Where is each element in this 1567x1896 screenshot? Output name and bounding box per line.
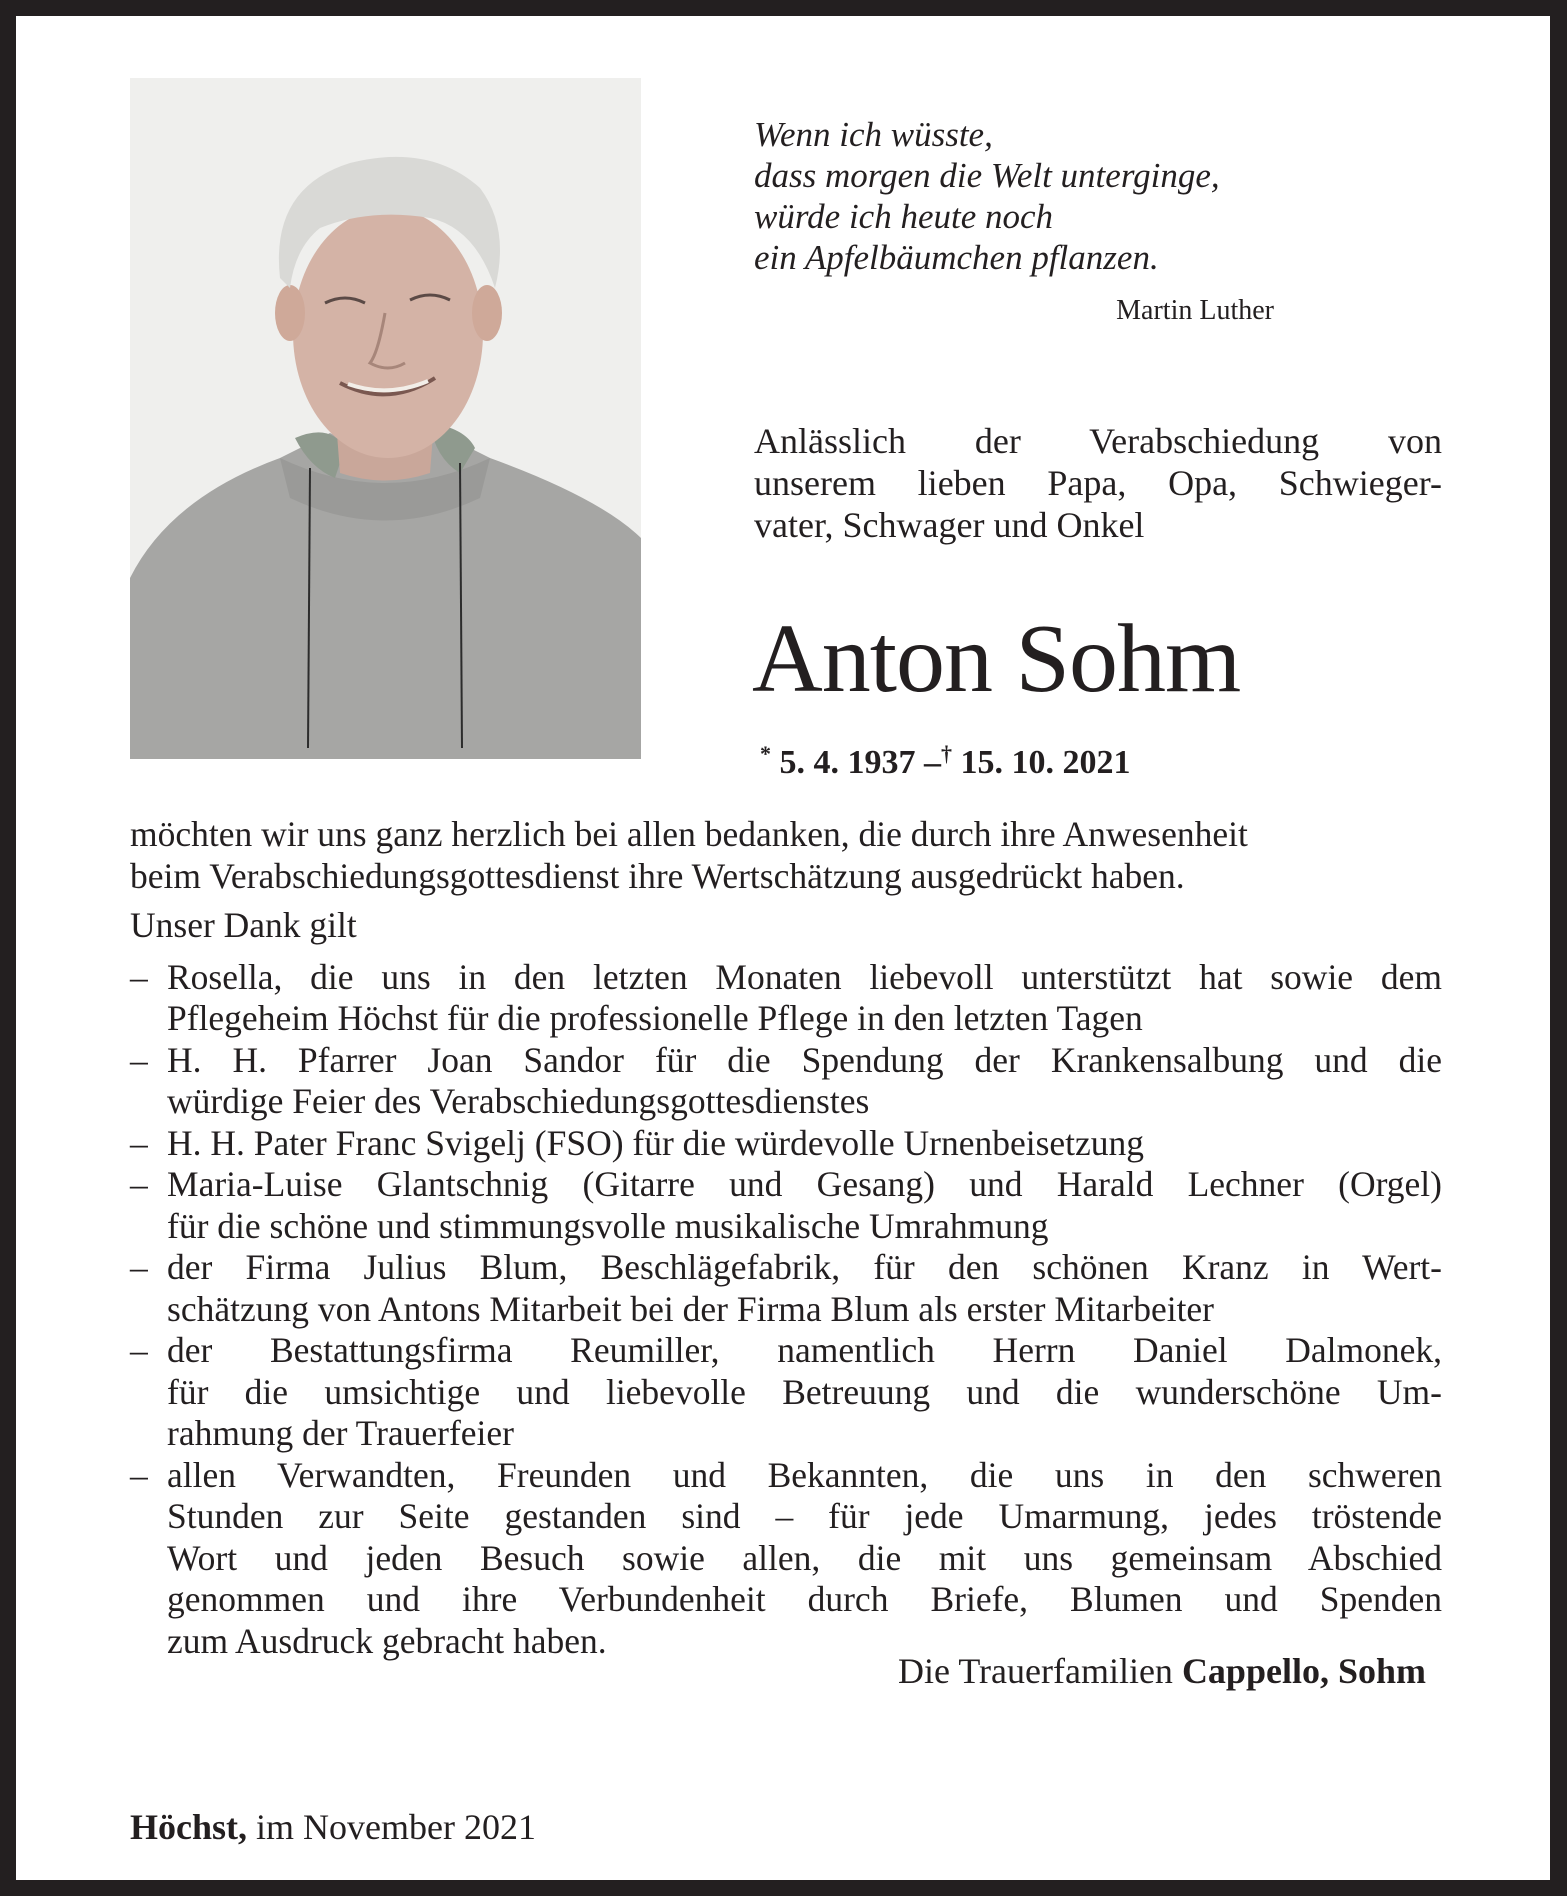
- item-line: allen Verwandten, Freunden und Bekannten, die uns in den schweren: [167, 1454, 1442, 1495]
- quote: [754, 114, 1314, 278]
- bullet-dash: –: [130, 1164, 148, 1204]
- birth-symbol: *: [760, 741, 771, 766]
- place-and-date: [130, 1806, 536, 1848]
- quote-line: dass morgen die Welt unterginge,: [754, 156, 1220, 195]
- obituary-page: [16, 16, 1550, 1880]
- thanks-item: [130, 1455, 1442, 1663]
- thanks-heading: Unser Dank gilt: [130, 905, 357, 945]
- thanks-item: [130, 957, 1442, 1040]
- intro-line: unserem lieben Papa, Opa, Schwieger-: [754, 463, 1442, 503]
- thanks-item: [130, 1247, 1442, 1330]
- item-line: der Firma Julius Blum, Beschlägefabrik, für den schönen Kranz in Wert-: [167, 1247, 1442, 1287]
- item-line: würdige Feier des Verabschiedungsgottesdienstes: [167, 1081, 870, 1121]
- quote-author: Martin Luther: [1116, 295, 1274, 326]
- item-line: schätzung von Antons Mitarbeit bei der Firma Blum als erster Mitarbeiter: [167, 1288, 1215, 1329]
- thanks-item: [130, 1123, 1442, 1165]
- item-line: zum Ausdruck gebracht haben.: [167, 1620, 607, 1661]
- bullet-dash: –: [130, 1039, 148, 1080]
- item-line: genommen und ihre Verbundenheit durch Briefe, Blumen und Spenden: [167, 1579, 1442, 1619]
- item-line: Wort und jeden Besuch sowie allen, die mit uns gemeinsam Abschied: [167, 1537, 1442, 1578]
- place-town: Höchst,: [130, 1807, 247, 1847]
- bullet-dash: –: [130, 1330, 148, 1370]
- bullet-dash: –: [130, 1454, 148, 1495]
- death-date: 15. 10. 2021: [960, 744, 1131, 781]
- signature-prefix: Die Trauerfamilien: [897, 1651, 1173, 1691]
- portrait-photo: [130, 78, 641, 759]
- place-date: im November 2021: [256, 1807, 536, 1847]
- thanks-item: [130, 1040, 1442, 1123]
- thanks-item: [130, 1164, 1442, 1247]
- thanks-list: [130, 957, 1442, 1663]
- quote-line: ein Apfelbäumchen pflanzen.: [754, 238, 1159, 277]
- signature-families: Cappello, Sohm: [1181, 1651, 1426, 1691]
- date-separator: –: [924, 744, 941, 781]
- item-line: rahmung der Trauerfeier: [167, 1413, 514, 1453]
- quote-line: würde ich heute noch: [754, 197, 1054, 236]
- deceased-name: Anton Sohm: [752, 605, 1241, 713]
- item-line: H. H. Pfarrer Joan Sandor für die Spendung der Krankensalbung und die: [167, 1039, 1442, 1080]
- item-line: Stunden zur Seite gestanden sind – für jede Umarmung, jedes tröstende: [167, 1496, 1442, 1536]
- bullet-dash: –: [130, 1122, 148, 1163]
- intro-line: vater, Schwager und Onkel: [754, 505, 1145, 545]
- item-line: für die schöne und stimmungsvolle musikalische Umrahmung: [167, 1205, 1049, 1246]
- body-line: möchten wir uns ganz herzlich bei allen bedanken, die durch ihre Anwesenheit: [130, 814, 1248, 854]
- thanks-body: [130, 814, 1442, 1662]
- item-line: H. H. Pater Franc Svigelj (FSO) für die würdevolle Urnenbeisetzung: [167, 1122, 1145, 1163]
- item-line: Pflegeheim Höchst für die professionelle Pflege in den letzten Tagen: [167, 998, 1143, 1038]
- item-line: Rosella, die uns in den letzten Monaten liebevoll unterstützt hat sowie dem: [167, 956, 1442, 997]
- life-dates: [760, 734, 1131, 783]
- bullet-dash: –: [130, 956, 148, 997]
- intro-text: [754, 420, 1442, 546]
- thanks-item: [130, 1330, 1442, 1455]
- portrait-illustration: [130, 78, 641, 759]
- quote-line: Wenn ich wüsste,: [754, 115, 993, 154]
- body-line: beim Verabschiedungsgottesdienst ihre Wertschätzung ausgedrückt haben.: [130, 855, 1185, 896]
- death-symbol: †: [941, 741, 952, 766]
- item-line: Maria-Luise Glantschnig (Gitarre und Gesang) und Harald Lechner (Orgel): [167, 1164, 1442, 1204]
- item-line: für die umsichtige und liebevolle Betreuung und die wunderschöne Um-: [167, 1371, 1442, 1412]
- signature: [898, 1650, 1426, 1692]
- item-line: der Bestattungsfirma Reumiller, namentlich Herrn Daniel Dalmonek,: [167, 1330, 1442, 1370]
- intro-line: Anlässlich der Verabschiedung von: [754, 421, 1442, 461]
- birth-date: 5. 4. 1937: [779, 744, 916, 781]
- bullet-dash: –: [130, 1247, 148, 1287]
